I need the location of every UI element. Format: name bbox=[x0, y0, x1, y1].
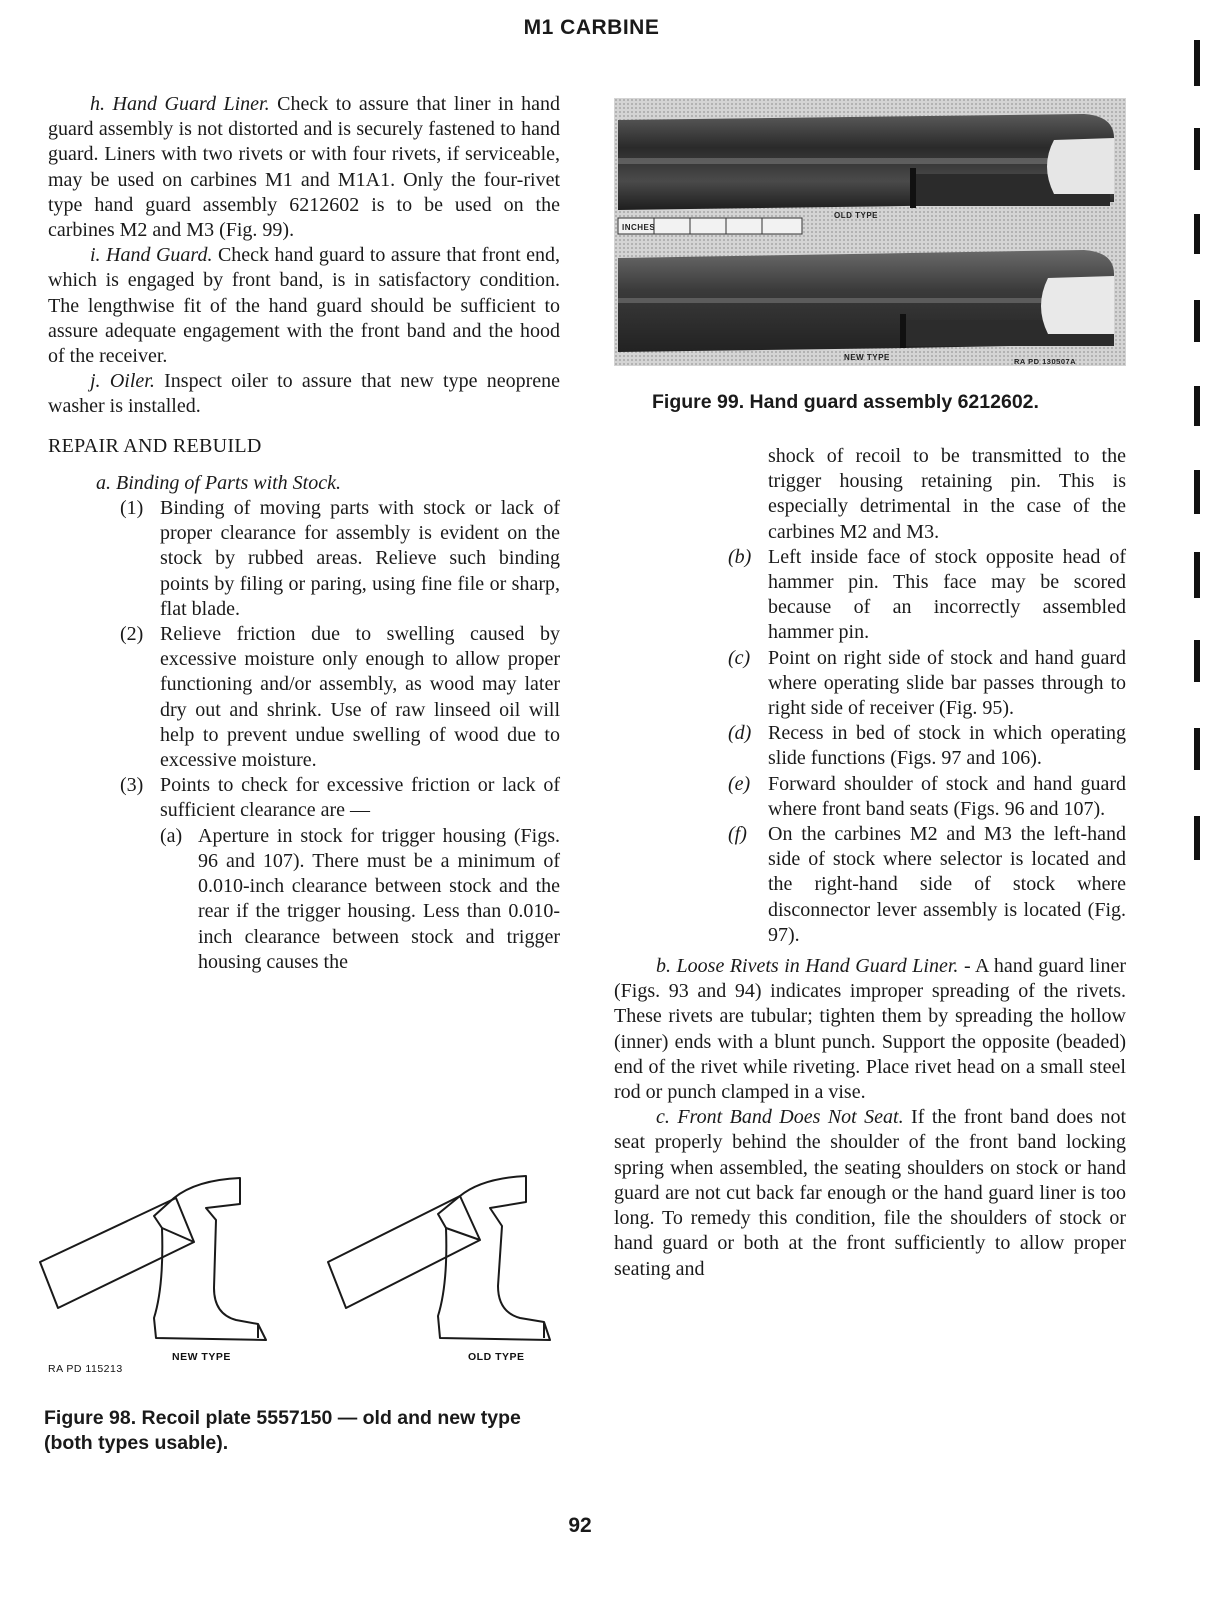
list-item: (e) Forward shoulder of stock and hand guard where front band seats (Figs. 96 and 107). bbox=[728, 772, 1126, 820]
figure-99-code: RA PD 130507A bbox=[1014, 357, 1077, 366]
list-item: (2) Relieve friction due to swelling caused by excessive moisture only enough to allow proper functioning and/or assembly, as wood may later dry out and shrink. Use of raw linseed oil will help to prevent undue swelling of wood due to excessive moisture. bbox=[120, 623, 560, 772]
list-item: (c) Point on right side of stock and hand guard where operating slide bar passes through to right side of receiver (Fig. 95). bbox=[728, 646, 1126, 720]
page-number: 92 bbox=[568, 1514, 592, 1537]
right-column bbox=[614, 444, 1126, 1282]
list-item: (1) Binding of moving parts with stock or lack of proper clearance for assembly is evident on the stock by rubbed areas. Relieve such binding points by filing or paring, using fine file or sharp, flat blade. bbox=[120, 497, 560, 620]
old-type-label: OLD TYPE bbox=[468, 1351, 525, 1363]
left-column bbox=[48, 92, 560, 975]
old-type-label: OLD TYPE bbox=[834, 211, 879, 220]
list-item: (a) Aperture in stock for trigger housing (Figs. 96 and 107). There must be a minimum of 0.010-inch clearance between stock and the rear if the trigger housing. Less than 0.010-inch clearance between stock and trigger housing causes the bbox=[160, 824, 560, 973]
figure-99-photo bbox=[614, 98, 1126, 366]
list-item: (b) Left inside face of stock opposite head of hammer pin. This face may be scored because of an incorrectly assembled hammer pin. bbox=[728, 545, 1126, 644]
list-item: (f) On the carbines M2 and M3 the left-hand side of stock where selector is located and the right-hand side of stock where disconnector lever assembly is located (Fig. 97). bbox=[728, 823, 1126, 946]
figure-98-drawing bbox=[36, 1168, 556, 1376]
section-heading: REPAIR AND REBUILD bbox=[48, 434, 262, 457]
paragraph-j: j. Oiler. Inspect oiler to assure that new type neoprene washer is installed. bbox=[48, 370, 561, 418]
list-item: (3) Points to check for excessive friction or lack of sufficient clearance are — bbox=[120, 774, 560, 822]
figure-98-code: RA PD 115213 bbox=[48, 1363, 123, 1375]
running-head: M1 CARBINE bbox=[523, 16, 660, 39]
paragraph-b: b. Loose Rivets in Hand Guard Liner. - A hand guard liner (Figs. 93 and 94) indicates improper spreading of the rivets. These rivets are tubular; tighten them by spreading the hollow (inner) ends with a blunt punch. Support the opposite (beaded) end of the rivet while riveting. Place rivet head on a small steel rod or punch clamped in a vise. bbox=[614, 955, 1127, 1104]
recoil-plate-drawing bbox=[36, 1168, 556, 1376]
inches-label: INCHES bbox=[622, 223, 656, 232]
subsection-a-heading: a. Binding of Parts with Stock. bbox=[96, 471, 341, 494]
hand-guard-photo-illustration bbox=[614, 98, 1126, 366]
continued-text: shock of recoil to be transmitted to the trigger housing retaining pin. This is especially detrimental in the case of the carbines M2 and M3. bbox=[768, 445, 1126, 543]
figure-98-caption: Figure 98. Recoil plate 5557150 — old and new type (both types usable). bbox=[44, 1407, 521, 1454]
figure-99-caption: Figure 99. Hand guard assembly 6212602. bbox=[652, 391, 1039, 413]
new-type-label: NEW TYPE bbox=[172, 1351, 231, 1363]
paragraph-h: h. Hand Guard Liner. Check to assure that liner in hand guard assembly is not distorted and is securely fastened to hand guard. Liners with two rivets or with four rivets, if serviceable, may be used on carbines M1 and M1A1. Only the four-rivet type hand guard assembly 6212602 is to be used on the carbines M2 and M3 (Fig. 99). bbox=[48, 93, 561, 242]
new-type-label: NEW TYPE bbox=[844, 353, 890, 362]
list-item: (d) Recess in bed of stock in which operating slide functions (Figs. 97 and 106). bbox=[728, 722, 1126, 770]
paragraph-i: i. Hand Guard. Check hand guard to assure that front end, which is engaged by front band, is in satisfactory condition. The lengthwise fit of the hand guard should be sufficient to assure adequate engagement with the front band and the hood of the receiver. bbox=[48, 244, 561, 368]
paragraph-c: c. Front Band Does Not Seat. If the front band does not seat properly behind the shoulder of the front band locking spring when assembled, the seating shoulders on stock or hand guard are not cut back far enough or the hand guard liner is too long. To remedy this condition, file the shoulders of stock or hand guard or both at the front sufficiently to allow proper seating and bbox=[614, 1106, 1127, 1280]
